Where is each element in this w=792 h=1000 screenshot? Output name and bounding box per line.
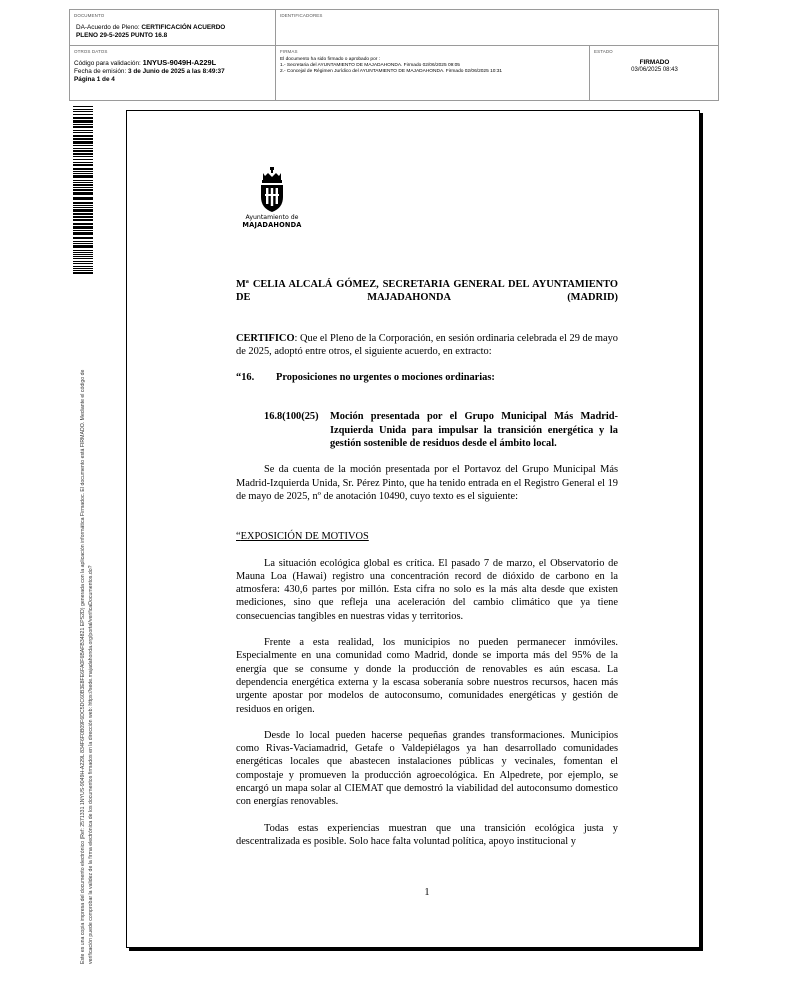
exposition-quote: “ — [236, 531, 241, 543]
exposition-heading — [236, 530, 618, 543]
other-data-caption: OTROS DATOS — [74, 49, 108, 54]
certifico-text: : Que el Pleno de la Corporación, en sesión ordinaria celebrada el 29 de mayo de 2025, adoptó entre otros, el siguiente acuerdo, en extracto: — [236, 332, 618, 357]
signature-1: 1.- Secretaria del AYUNTAMIENTO DE MAJADAHONDA. Firmado 02/06/2025 09:05 — [280, 63, 460, 69]
logo-text-line2: MAJADAHONDA — [242, 221, 302, 229]
motion-number: 16.8(100(25) — [264, 411, 319, 423]
section-heading — [236, 371, 618, 384]
status-cell — [590, 46, 719, 101]
document-title-line1: CERTIFICACIÓN ACUERDO — [141, 24, 226, 31]
signatures-cell — [276, 46, 590, 101]
barcode — [73, 106, 93, 276]
emission-date: 3 de Junio de 2025 a las 8:49:37 — [128, 68, 225, 75]
validation-label: Código para validación: — [74, 60, 143, 67]
side-text-line2: verificación puede comprobar la validez de la firma electrónica de los documentos firmados en la dirección web: https://sede.majadahonda.org/portal/verificaDocumentos.do? — [87, 565, 94, 964]
page-number: 1 — [424, 887, 430, 898]
certifico-label: CERTIFICO — [236, 332, 295, 344]
paragraph-2: Frente a esta realidad, los municipios no pueden permanecer inmóviles. Especialmente en una comunidad como Madrid, donde se importa más del 95% de la energía que se consume y donde la producción de renovables es aún escasa. La dependencia energética externa y la escasa soberanía sobre nuestros recursos, hacen más urgente apostar por modelos de autoconsumo, comunidades energéticas y gestión de residuos en origen. — [236, 637, 618, 715]
certifico-paragraph — [236, 332, 618, 359]
emission-label: Fecha de emisión: — [74, 68, 128, 75]
document-body — [236, 278, 618, 848]
logo-text-line1: Ayuntamiento de — [245, 214, 299, 221]
document-title-line2: PLENO 29-5-2025 PUNTO 16.8 — [76, 32, 168, 39]
paragraph-1: La situación ecológica global es crítica. El pasado 7 de marzo, el Observatorio de Mauna Loa (Hawai) registro una concentración record de dióxido de carbono en la atmosfera: 430,6 partes por millón. Esta cifra no solo es la más alta desde que existen mediciones, sino que refleja una aceleración del cambio climático que ya tiene consecuencias tangibles en nuestras vidas y territorios. — [236, 557, 618, 622]
coat-of-arms-icon — [257, 167, 287, 213]
verification-side-text — [80, 264, 95, 964]
page-info: Página 1 de 4 — [74, 76, 115, 83]
section-number: “16. — [236, 372, 255, 384]
document-caption: DOCUMENTO — [74, 13, 105, 18]
status-date: 03/06/2025 08:43 — [631, 67, 678, 74]
document-header-table — [69, 9, 719, 101]
paragraph-4: Todas estas experiencias muestran que una transición ecológica justa y descentralizada es posible. Solo hace falta voluntad política, apoyo institucional y — [236, 822, 618, 847]
motion-title: Moción presentada por el Grupo Municipal Más Madrid-Izquierda Unida para impulsar la transición energética y la gestión sostenible de residuos desde el ámbito local. — [330, 411, 618, 450]
document-title — [76, 24, 272, 40]
signatures-list — [280, 57, 586, 76]
motion-heading — [264, 410, 618, 450]
other-data — [74, 59, 274, 84]
validation-code: 1NYUS-9049H-A229L — [142, 58, 217, 67]
city-council-logo — [230, 167, 314, 229]
signatures-caption: FIRMAS — [280, 49, 298, 54]
exposition-title: EXPOSICIÓN DE MOTIVOS — [240, 531, 369, 543]
intro-paragraph: Se da cuenta de la moción presentada por el Portavoz del Grupo Municipal Más Madrid-Izquierda Unida, Sr. Pérez Pinto, que ha tenido entrada en el Registro General el 19 de mayo de 2025, nº de anotación 10490, cuyo texto es el siguiente: — [236, 464, 618, 502]
status-block — [590, 59, 719, 75]
status-caption: ESTADO — [594, 49, 613, 54]
side-text-line1: Este es una copia impresa del documento electrónico (Ref: 2571331 1NYUS-9049H-A229L 834F6F0B09F6DC5DC60B3E8FE6FA0F6BAFB34821 EPS2D) generada con la aplicación informática Firmadoc. El documento está FIRMADO. Mediante el código de — [80, 369, 86, 964]
document-cell — [70, 10, 276, 46]
status-value: FIRMADO — [639, 59, 670, 66]
other-data-cell — [70, 46, 276, 101]
section-title: Proposiciones no urgentes o mociones ordinarias: — [276, 372, 495, 384]
signature-2: 2.- Concejal de Régimen Jurídico del AYUNTAMIENTO DE MAJADAHONDA. Firmado 02/06/2025 10:31 — [280, 69, 503, 75]
identifiers-cell — [276, 10, 719, 46]
identifiers-caption: IDENTIFICADORES — [280, 13, 323, 18]
paragraph-3: Desde lo local pueden hacerse pequeñas grandes transformaciones. Municipios como Rivas-Vaciamadrid, Getafe o Valdepiélagos ya han desarrollado comunidades energéticas locales que abastecen instalaciones públicas y vecinales, fomentan el compostaje y promueven la producción agroecológica. En Alpedrete, por ejemplo, se encargó un mapa solar al CIEMAT que demostró la viabilidad del autoconsumo domestico con energías renovables. — [236, 729, 618, 808]
signatures-intro: El documento ha sido firmado o aprobado por : — [280, 57, 380, 62]
certifying-officer-heading: Mª CELIA ALCALÁ GÓMEZ, SECRETARIA GENERAL DEL AYUNTAMIENTO DE MAJADAHONDA (MADRID) — [236, 279, 618, 304]
document-type: DA-Acuerdo de Pleno: — [76, 24, 142, 31]
